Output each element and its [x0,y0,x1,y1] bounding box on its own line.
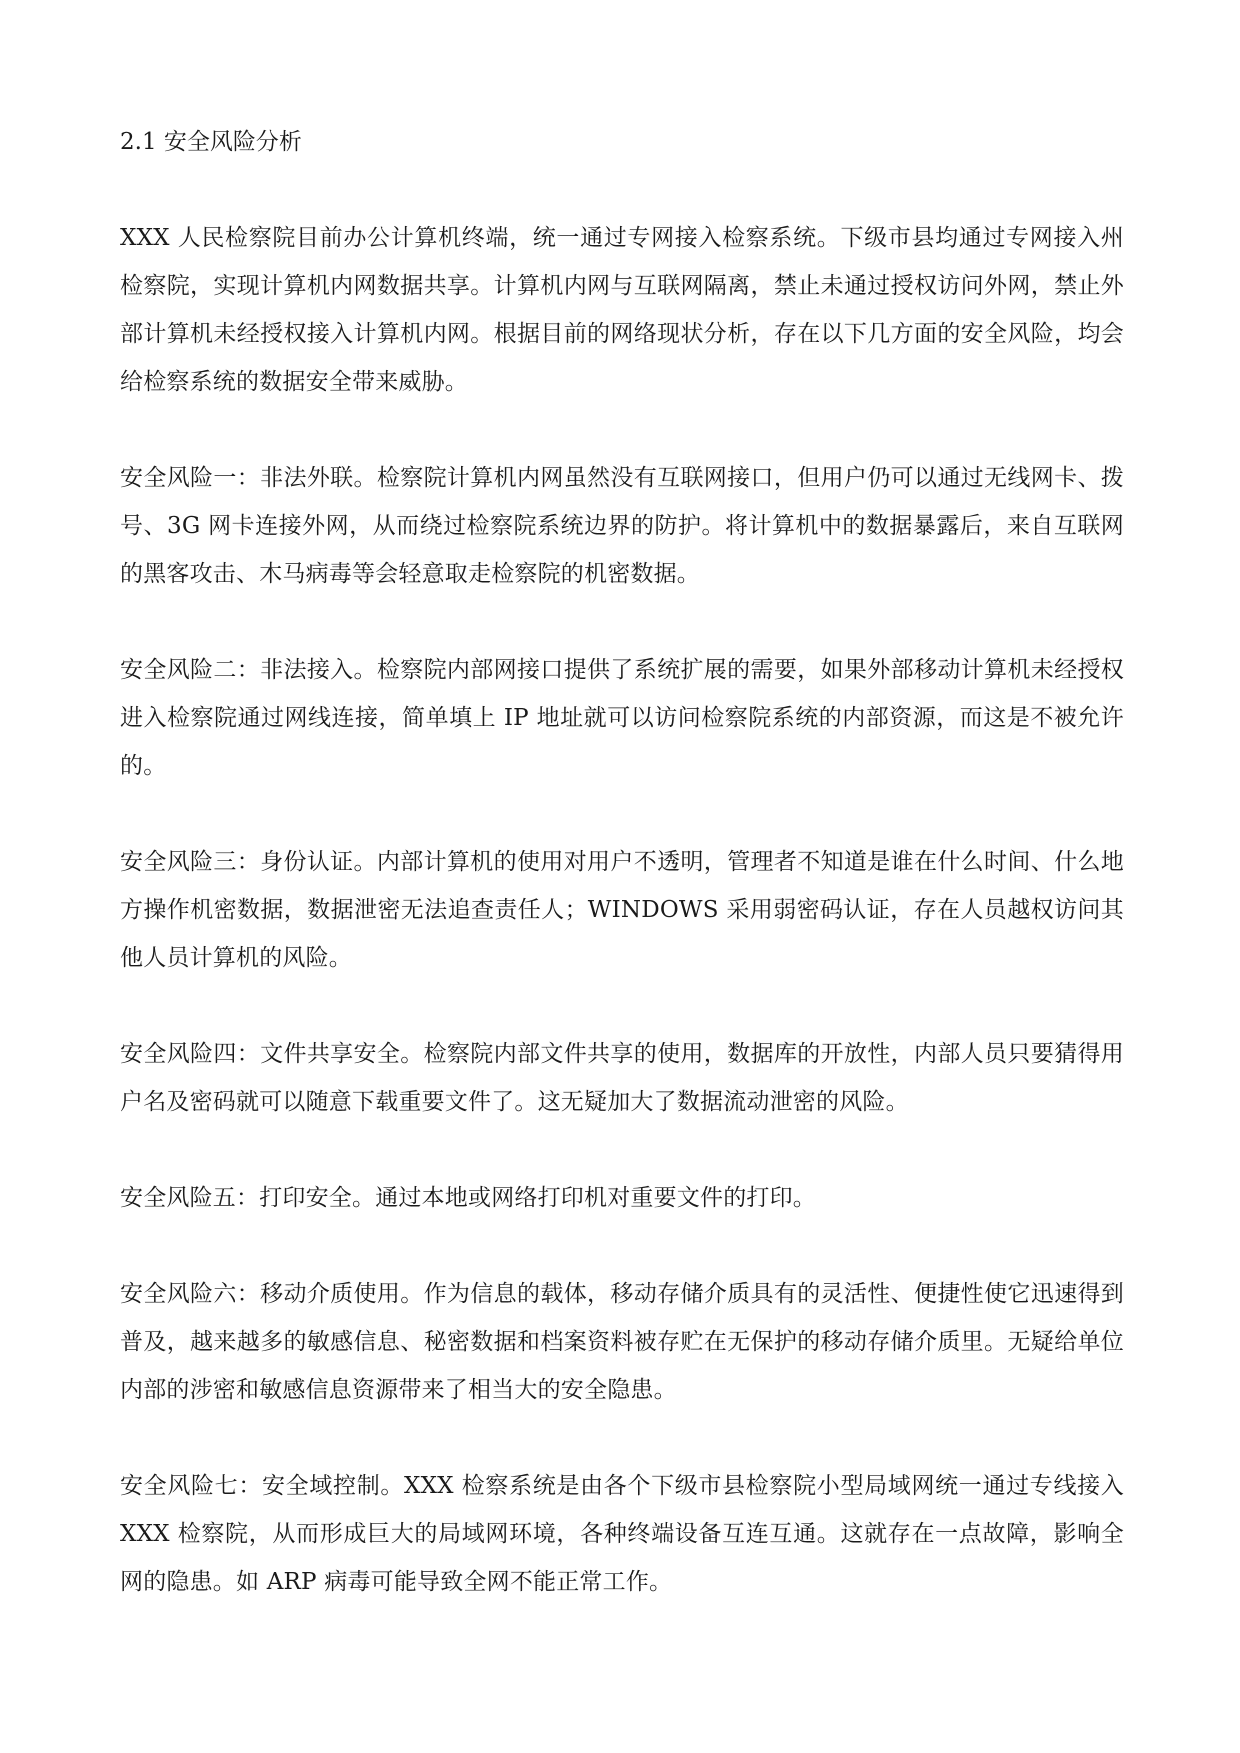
paragraph-risk-3: 安全风险三：身份认证。内部计算机的使用对用户不透明，管理者不知道是谁在什么时间、什么地方操作机密数据，数据泄密无法追查责任人；WINDOWS 采用弱密码认证，存在人员越权访问其他人员计算机的风险。 [120,849,1124,971]
paragraph-risk-7: 安全风险七：安全域控制。XXX 检察系统是由各个下级市县检察院小型局域网统一通过专线接入 XXX 检察院，从而形成巨大的局域网环境，各种终端设备互连互通。这就存在一点故障，影响全网的隐患。如 ARP 病毒可能导致全网不能正常工作。 [120,1473,1124,1595]
paragraph-risk-1: 安全风险一：非法外联。检察院计算机内网虽然没有互联网接口，但用户仍可以通过无线网卡、拨号、3G 网卡连接外网，从而绕过检察院系统边界的防护。将计算机中的数据暴露后，来自互联网的黑客攻击、木马病毒等会轻意取走检察院的机密数据。 [120,465,1124,587]
paragraph-intro: XXX 人民检察院目前办公计算机终端，统一通过专网接入检察系统。下级市县均通过专网接入州检察院，实现计算机内网数据共享。计算机内网与互联网隔离，禁止未通过授权访问外网，禁止外部计算机未经授权接入计算机内网。根据目前的网络现状分析，存在以下几方面的安全风险，均会给检察系统的数据安全带来威胁。 [120,225,1124,395]
document-body [120,118,1124,1654]
paragraph-risk-4: 安全风险四：文件共享安全。检察院内部文件共享的使用，数据库的开放性，内部人员只要猜得用户名及密码就可以随意下载重要文件了。这无疑加大了数据流动泄密的风险。 [120,1041,1124,1115]
section-heading: 2.1 安全风险分析 [120,129,302,155]
paragraph-risk-6: 安全风险六：移动介质使用。作为信息的载体，移动存储介质具有的灵活性、便捷性使它迅速得到普及，越来越多的敏感信息、秘密数据和档案资料被存贮在无保护的移动存储介质里。无疑给单位内部的涉密和敏感信息资源带来了相当大的安全隐患。 [120,1281,1124,1403]
paragraph-risk-5: 安全风险五：打印安全。通过本地或网络打印机对重要文件的打印。 [120,1185,816,1211]
paragraph-risk-2: 安全风险二：非法接入。检察院内部网接口提供了系统扩展的需要，如果外部移动计算机未经授权进入检察院通过网线连接，简单填上 IP 地址就可以访问检察院系统的内部资源，而这是不被允许的。 [120,657,1124,779]
